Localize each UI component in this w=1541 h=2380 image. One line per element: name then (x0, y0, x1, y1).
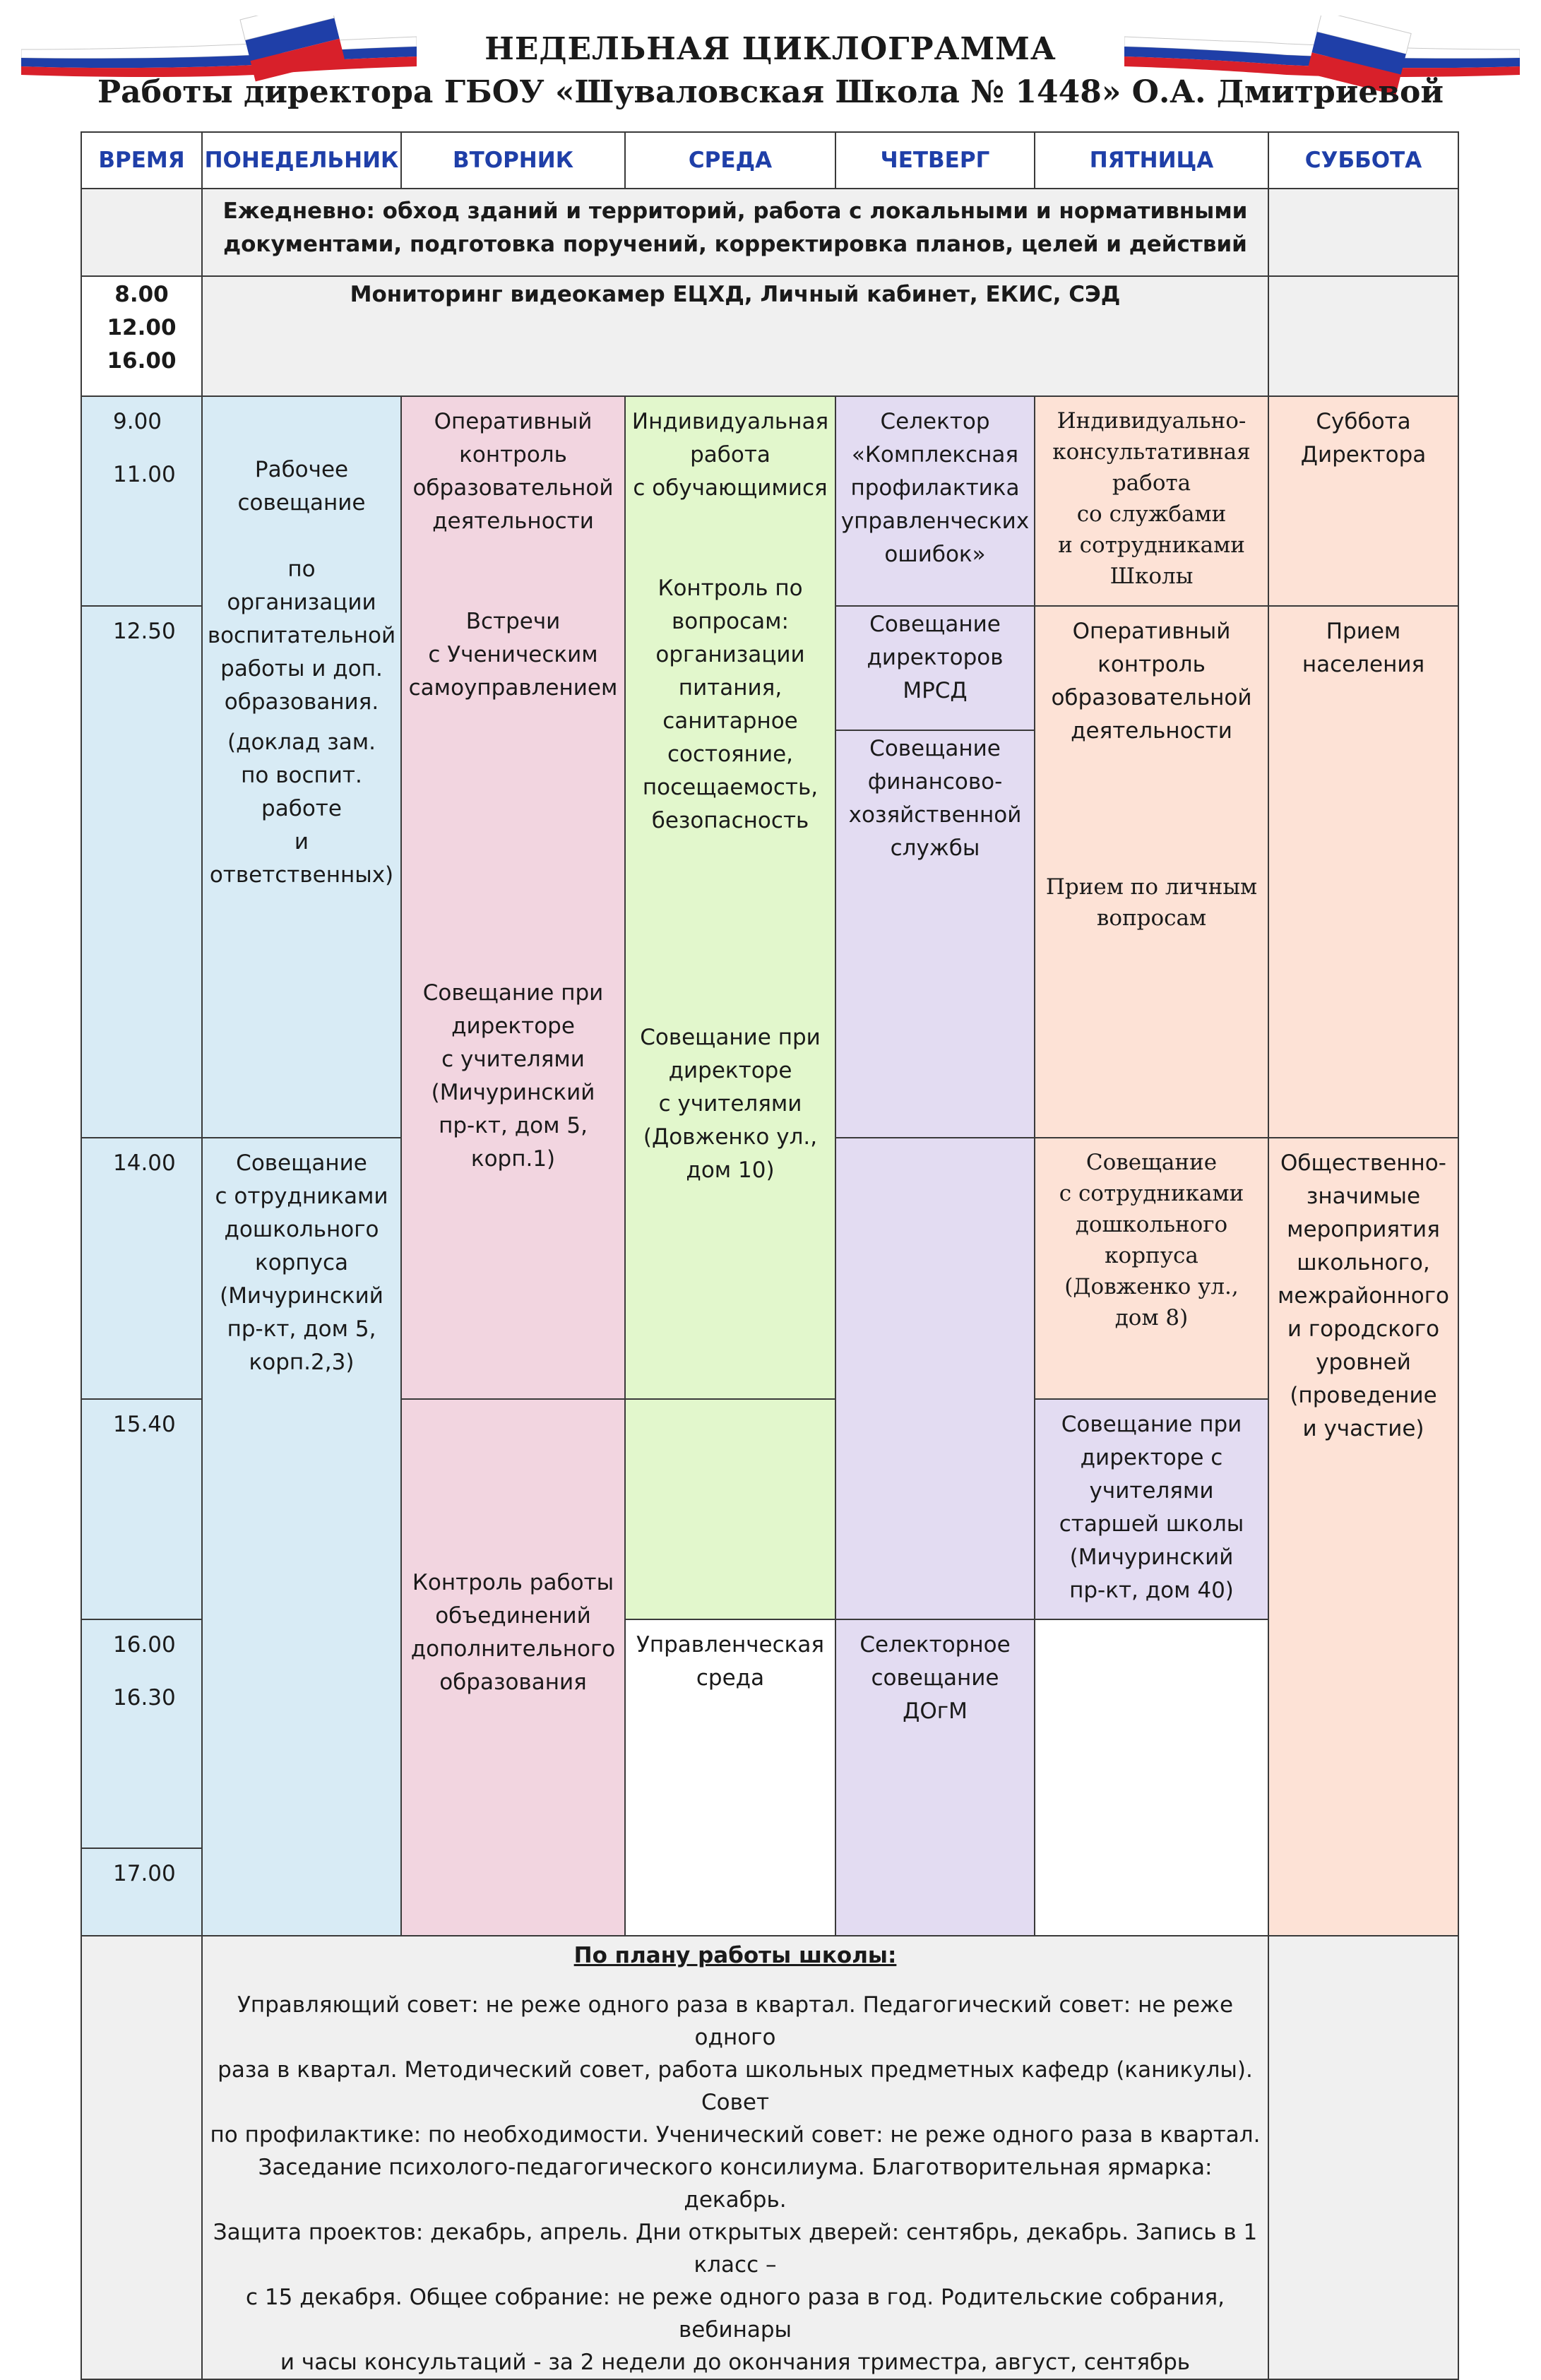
friday-consultation: Индивидуально- консультативная работа со службами и сотрудниками Школы (1035, 396, 1268, 606)
column-header-friday: ПЯТНИЦА (1035, 132, 1268, 189)
friday-preschool-meeting: Совещание с сотрудниками дошкольного корпуса (Довженко ул., дом 8) (1035, 1138, 1268, 1399)
page-subtitle: Работы директора ГБОУ «Шуваловская Школа № 1448» О.А. Дмитриевой (97, 74, 1444, 110)
schedule-table (81, 131, 1459, 2380)
monday-working-meeting: Рабочее совещание по организации воспитательной работы и доп. образования. (доклад зам. по воспит. работе и ответственных) (202, 396, 401, 1138)
page-title: НЕДЕЛЬНАЯ ЦИКЛОГРАММА (484, 31, 1057, 67)
daily-time-cell (81, 189, 202, 276)
plan-row (81, 1936, 1458, 2379)
plan-time-cell (81, 1936, 202, 2379)
document-header (0, 31, 1541, 110)
friday-midday-block: Оперативный контроль образовательной деятельности Прием по личным вопросам (1035, 606, 1268, 1138)
monitoring-times: 8.00 12.00 16.00 (81, 276, 202, 396)
monitoring-row (81, 276, 1458, 396)
column-header-saturday: СУББОТА (1268, 132, 1458, 189)
daily-row (81, 189, 1458, 276)
daily-tasks: Ежедневно: обход зданий и территорий, работа с локальными и нормативными документами, подготовка поручений, корректировка планов, целей и действий (202, 189, 1268, 276)
time-slot-morning: 9.00 11.00 (81, 396, 202, 606)
tuesday-morning-block: Оперативный контроль образовательной деятельности Встречи с Ученическим самоуправлением Совещание при директоре с учителями (Мичуринский пр-кт, дом 5, корп.1) (401, 396, 625, 1399)
monday-preschool-meeting: Совещание с отрудниками дошкольного корпуса (Мичуринский пр-кт, дом 5, корп.2,3) (202, 1138, 401, 1936)
saturday-reception: Прием населения (1268, 606, 1458, 1138)
thursday-finance-meeting: Совещание финансово- хозяйственной службы (848, 736, 1022, 861)
monitoring-saturday-cell (1268, 276, 1458, 396)
column-header-monday: ПОНЕДЕЛЬНИК (202, 132, 401, 189)
column-header-tuesday: ВТОРНИК (401, 132, 625, 189)
time-slot-1600: 16.00 16.30 (81, 1619, 202, 1848)
saturday-public-events: Общественно- значимые мероприятия школьного, межрайонного и городского уровней (проведение и участие) (1268, 1138, 1458, 1936)
school-plan: По плану работы школы: Управляющий совет: не реже одного раза в квартал. Педагогический совет: не реже одного раза в квартал. Методический совет, работа школьных предметных кафедр (каникулы). Совет по профилактике: по необходимости. Ученический совет: не реже одного раза в квартал. Заседание психолого-педагогического консилиума. Благотворительная ярмарка: декабрь. Защита проектов: декабрь, апрель. Дни открытых дверей: сентябрь, декабрь. Запись в 1 класс – с 15 декабря. Общее собрание: не реже одного раза в год. Родительские собрания, вебинары и часы консультаций - за 2 недели до окончания триместра, август, сентябрь (202, 1936, 1268, 2379)
daily-saturday-cell (1268, 189, 1458, 276)
header-row (81, 132, 1458, 189)
plan-title: По плану работы школы: (573, 1943, 897, 1968)
plan-saturday-cell (1268, 1936, 1458, 2379)
column-header-time: ВРЕМЯ (81, 132, 202, 189)
thursday-selector: Селектор «Комплексная профилактика управленческих ошибок» (835, 396, 1035, 606)
column-header-thursday: ЧЕТВЕРГ (835, 132, 1035, 189)
thursday-mrsd-meeting: Совещание директоров МРСД (836, 607, 1034, 731)
thursday-midday-block (835, 606, 1035, 1138)
wednesday-managerial-environment: Управленческая среда (625, 1619, 835, 1936)
wednesday-afternoon-empty (625, 1399, 835, 1619)
wednesday-morning-block: Индивидуальная работа с обучающимися Контроль по вопросам: организации питания, санитарное состояние, посещаемость, безопасность Совещание при директоре с учителями (Довженко ул., дом 10) (625, 396, 835, 1399)
column-header-wednesday: СРЕДА (625, 132, 835, 189)
time-slot-1700: 17.00 (81, 1848, 202, 1936)
thursday-senior-teachers: Совещание при директоре с учителями старшей школы (Мичуринский пр-кт, дом 40) (1035, 1399, 1268, 1619)
tuesday-extra-education: Контроль работы объединений дополнительного образования (401, 1399, 625, 1936)
thursday-afternoon-empty (835, 1138, 1035, 1619)
time-slot-1250: 12.50 (81, 606, 202, 1138)
monitoring-text: Мониторинг видеокамер ЕЦХД, Личный кабинет, ЕКИС, СЭД (202, 276, 1268, 396)
saturday-director: Суббота Директора (1268, 396, 1458, 606)
time-slot-1400: 14.00 (81, 1138, 202, 1399)
time-slot-1540: 15.40 (81, 1399, 202, 1619)
thursday-dogm-selector: Селекторное совещание ДОгМ (835, 1619, 1035, 1936)
